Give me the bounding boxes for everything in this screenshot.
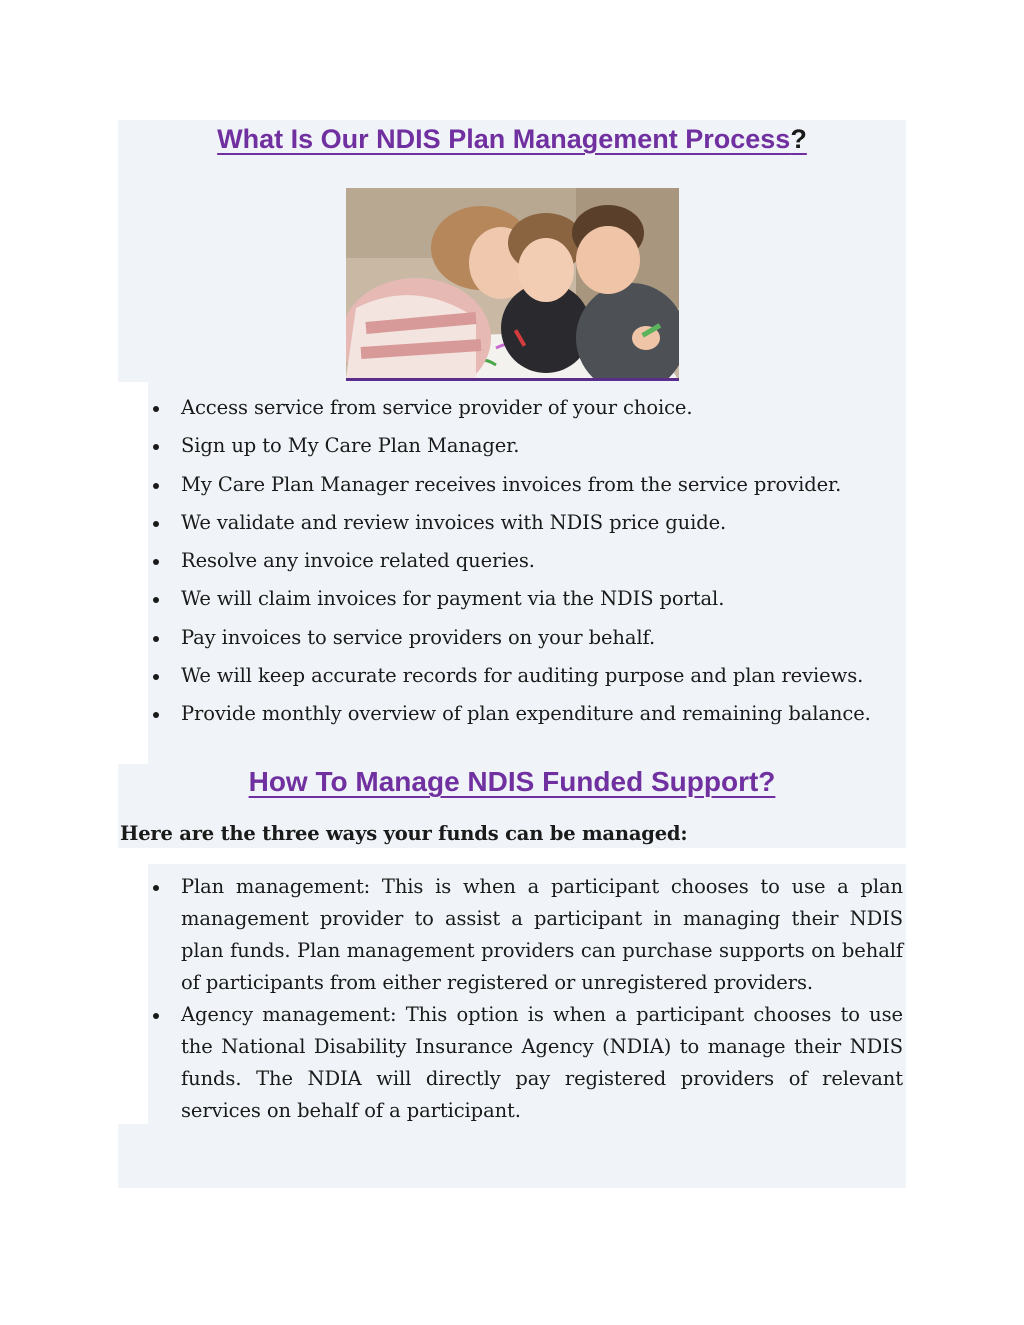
section1-title (118, 121, 906, 157)
section1-title-text: What Is Our NDIS Plan Management Process (217, 124, 791, 154)
process-steps-list (150, 392, 910, 737)
list-item: Resolve any invoice related queries. (150, 545, 910, 583)
section1-title-mark: ? (790, 124, 807, 154)
list-item: We validate and review invoices with NDIS price guide. (150, 507, 910, 545)
list-item: Provide monthly overview of plan expenditure and remaining balance. (150, 698, 910, 736)
section2-title: How To Manage NDIS Funded Support? (248, 766, 776, 797)
list-item: Plan management: This is when a participant chooses to use a plan management provider to assist a participant in managing their NDIS plan funds. Plan management providers can purchase supports on behalf of participants from either registered or unregistered providers. (150, 871, 903, 999)
list-item: Access service from service provider of your choice. (150, 392, 910, 430)
list-item: My Care Plan Manager receives invoices from the service provider. (150, 469, 910, 507)
family-drawing-photo (346, 188, 679, 381)
list-item: We will claim invoices for payment via the NDIS portal. (150, 583, 910, 621)
list-item: We will keep accurate records for auditing purpose and plan reviews. (150, 660, 910, 698)
section2-intro: Here are the three ways your funds can be managed: (120, 822, 688, 845)
list-item: Sign up to My Care Plan Manager. (150, 430, 910, 468)
photo-underline (346, 378, 679, 381)
photo-illustration (346, 188, 679, 381)
bottom-panel (118, 1124, 906, 1188)
list-item: Agency management: This option is when a participant chooses to use the National Disability Insurance Agency (NDIA) to manage their NDIS funds. The NDIA will directly pay registered providers of relevant services on behalf of a participant. (150, 999, 903, 1127)
management-ways-list (150, 871, 903, 1127)
list-item: Pay invoices to service providers on your behalf. (150, 622, 910, 660)
